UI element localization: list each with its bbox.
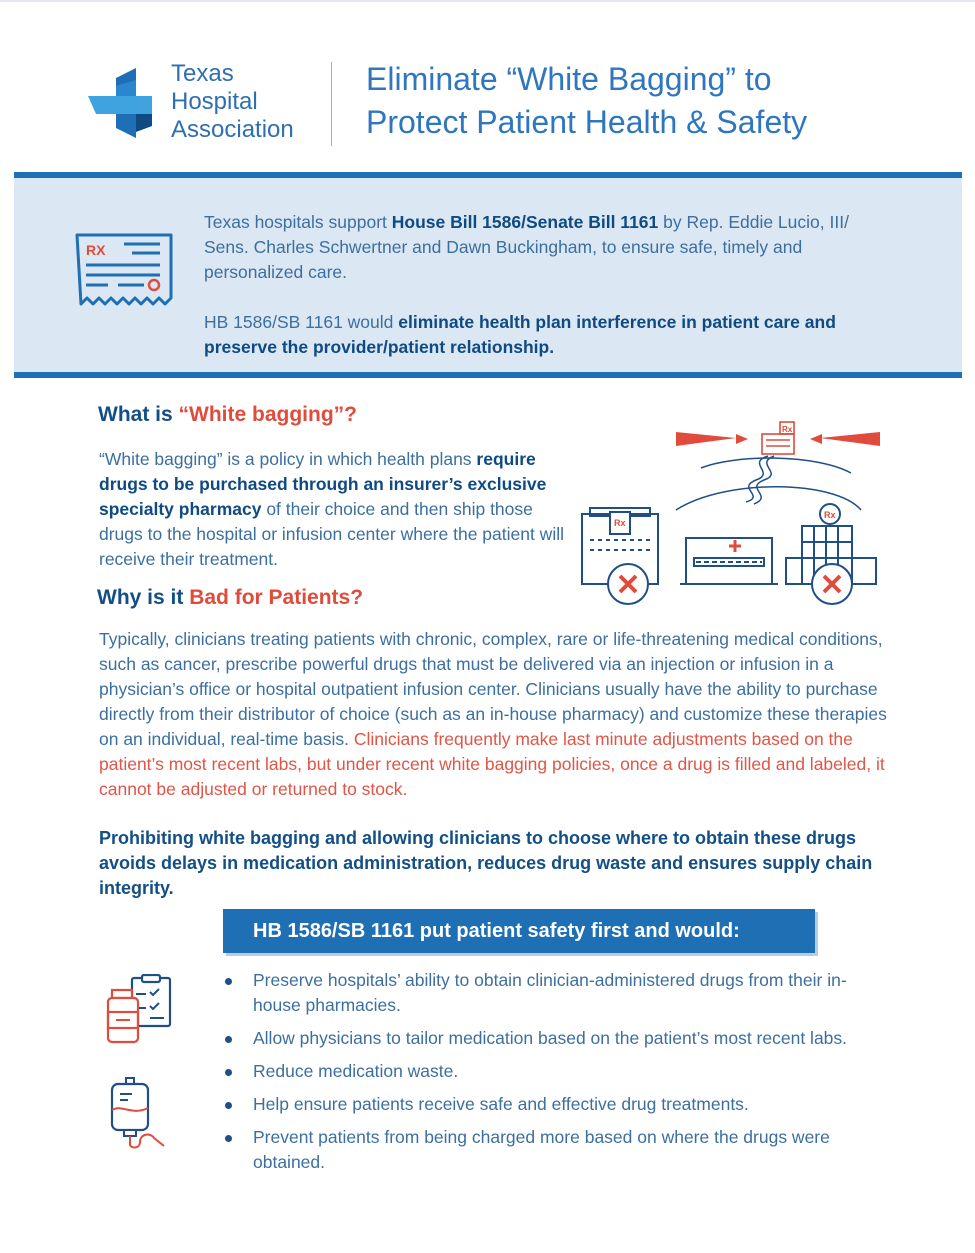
heading-highlight: “White bagging”? bbox=[178, 403, 357, 426]
title-line: Protect Patient Health & Safety bbox=[366, 104, 808, 140]
definition-emphasis: require drugs to be purchased through an insurer’s exclusive specialty pharmacy bbox=[99, 449, 547, 519]
text-run: HB 1586/SB 1161 would bbox=[204, 312, 399, 332]
why-paragraph bbox=[99, 627, 889, 802]
org-name bbox=[171, 60, 294, 144]
rx-label: RX bbox=[86, 242, 106, 258]
heading-why-bad bbox=[97, 586, 363, 610]
list-item-text: Help ensure patients receive safe and effective drug treatments. bbox=[253, 1094, 749, 1114]
iv-bag-icon bbox=[106, 1076, 172, 1150]
text-run: of their choice and then ship those drugs to the hospital or infusion center where the patient will receive their treatment. bbox=[99, 499, 564, 569]
text-run: Typically, clinicians treating patients with chronic, complex, rare or life-threatening medical conditions, such as cancer, prescribe powerful drugs that must be delivered via an injection or infusion in a physician’s office or hospital outpatient infusion center. Clinicians usually have the ability to purchase directly from their distributor of choice (such as an in-house pharmacy) and customize these therapies on an individual, real-time basis. bbox=[99, 629, 887, 749]
banner-paragraph-goal bbox=[204, 310, 864, 360]
list-item-text: Allow physicians to tailor medication based on the patient’s most recent labs. bbox=[253, 1028, 848, 1048]
list-item-text: Prevent patients from being charged more based on where the drugs were obtained. bbox=[253, 1127, 830, 1172]
road-lines bbox=[676, 456, 861, 510]
prescription-icon bbox=[74, 232, 174, 310]
rx-mark: Rx bbox=[614, 518, 626, 528]
list-item-text: Reduce medication waste. bbox=[253, 1061, 459, 1081]
text-run: by Rep. Eddie Lucio, III/ Sens. Charles Schwertner and Dawn Buckingham, to ensure safe, timely and personalized care. bbox=[204, 212, 849, 282]
heading-text: What is bbox=[98, 403, 179, 426]
bullet-dot bbox=[225, 1036, 232, 1043]
bill-section-heading: HB 1586/SB 1161 put patient safety first and would: bbox=[223, 909, 815, 953]
org-line: Texas bbox=[171, 60, 234, 87]
bullet-dot bbox=[225, 1102, 232, 1109]
page-title bbox=[366, 58, 926, 144]
list-item bbox=[222, 1125, 862, 1175]
rx-mark: Rx bbox=[782, 425, 793, 434]
goal-emphasis: eliminate health plan interference in patient care and preserve the provider/patient relationship. bbox=[204, 312, 836, 357]
text-run: “White bagging” is a policy in which health plans bbox=[99, 449, 477, 469]
text-run: Texas hospitals support bbox=[204, 212, 392, 232]
bill-name: House Bill 1586/Senate Bill 1161 bbox=[391, 212, 659, 232]
bullet-dot bbox=[225, 1135, 232, 1142]
list-item bbox=[222, 1059, 862, 1084]
bill-benefits-list bbox=[222, 968, 862, 1183]
header-divider bbox=[331, 62, 332, 146]
banner-paragraph-support bbox=[204, 210, 864, 285]
arrow-right-icon bbox=[676, 432, 748, 446]
white-bagging-definition bbox=[99, 447, 565, 572]
bullet-dot bbox=[225, 978, 232, 985]
heading-text: Why is it bbox=[97, 586, 190, 609]
list-item-text: Preserve hospitals’ ability to obtain clinician-administered drugs from their in-house pharmacies. bbox=[253, 970, 847, 1015]
medication-checklist-icon bbox=[106, 974, 174, 1046]
list-item bbox=[222, 968, 862, 1018]
rx-mark: Rx bbox=[824, 510, 836, 520]
arrow-left-icon bbox=[810, 432, 880, 446]
tha-logo-icon bbox=[88, 68, 154, 138]
org-line: Hospital bbox=[171, 88, 258, 115]
org-line: Association bbox=[171, 116, 294, 143]
red-cross-icon bbox=[729, 540, 741, 552]
conclusion-paragraph: Prohibiting white bagging and allowing clinicians to choose where to obtain these drugs avoids delays in medication administration, reduces drug waste and ensures supply chain integrity. bbox=[99, 828, 873, 898]
bullet-dot bbox=[225, 1069, 232, 1076]
title-line: Eliminate “White Bagging” to bbox=[366, 61, 772, 97]
list-item bbox=[222, 1092, 862, 1117]
hospital-illustration bbox=[576, 418, 886, 608]
heading-what-is bbox=[98, 403, 357, 427]
top-border bbox=[0, 0, 975, 2]
list-item bbox=[222, 1026, 862, 1051]
red-emphasis: Clinicians frequently make last minute adjustments based on the patient’s most recent labs, but under recent white bagging policies, once a drug is filled and labeled, it cannot be adjusted or returned to stock. bbox=[99, 729, 885, 799]
heading-highlight: Bad for Patients? bbox=[189, 586, 364, 609]
